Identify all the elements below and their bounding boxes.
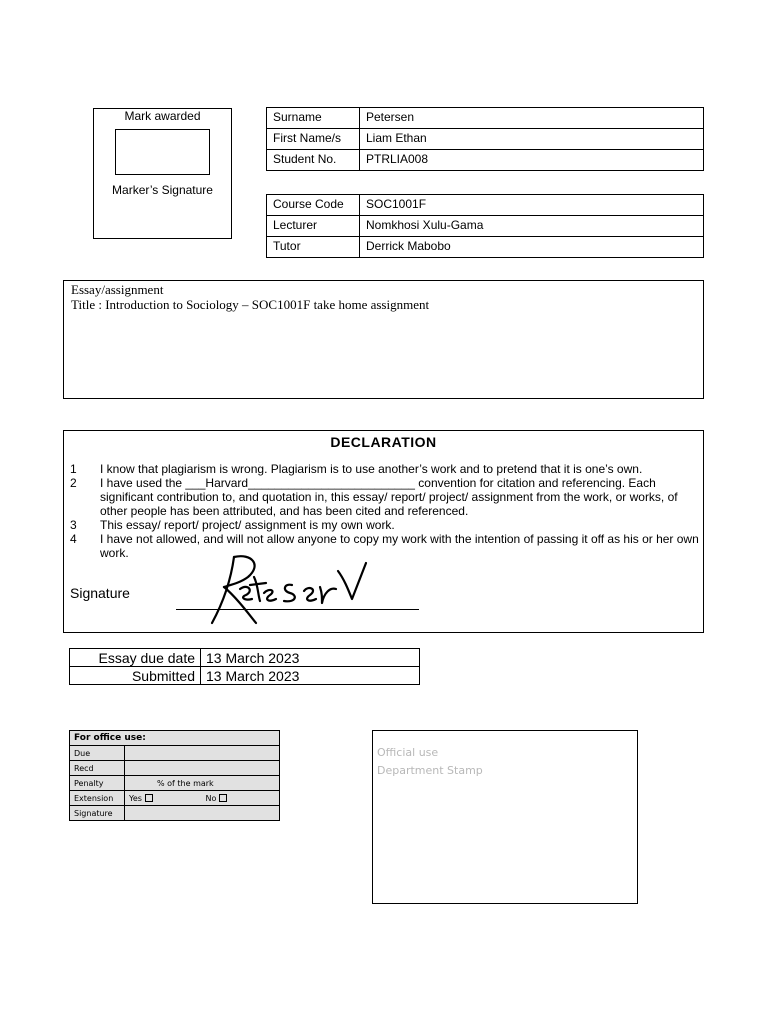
declaration-item-number: 3 [70, 518, 77, 532]
stamp-department-label: Department Stamp [377, 764, 483, 777]
tutor-label: Tutor [267, 237, 360, 258]
student-number-row [267, 150, 704, 171]
declaration-item-number: 1 [70, 462, 77, 476]
declaration-item-text: I know that plagiarism is wrong. Plagiarism is to use another’s work and to pretend that it is one’s own. [100, 462, 643, 476]
office-penalty-label: Penalty [70, 776, 125, 791]
office-recd-field[interactable] [125, 761, 280, 776]
office-recd-row [70, 761, 280, 776]
course-info-table [266, 194, 704, 258]
student-number-label: Student No. [267, 150, 360, 171]
office-extension-row [70, 791, 280, 806]
student-number-value: PTRLIA008 [360, 150, 704, 171]
lecturer-label: Lecturer [267, 216, 360, 237]
office-use-table [69, 730, 280, 821]
surname-value: Petersen [360, 108, 704, 129]
office-signature-field[interactable] [125, 806, 280, 821]
lecturer-value: Nomkhosi Xulu-Gama [360, 216, 704, 237]
office-signature-label: Signature [70, 806, 125, 821]
signature-label: Signature [70, 585, 130, 601]
extension-yes-checkbox[interactable] [145, 794, 153, 802]
first-name-label: First Name/s [267, 129, 360, 150]
mark-awarded-label: Mark awarded [124, 109, 201, 123]
office-use-heading: For office use: [70, 731, 280, 746]
student-info-table [266, 107, 704, 171]
declaration-item-text: I have used the ___Harvard_________________________ convention for citation and referencing. Each significant contribution to, and quotation in, this essay/ report/ project/ assignment from the work, or works, of other people has been attributed, and has been cited and referenced. [100, 476, 678, 518]
course-code-value: SOC1001F [360, 195, 704, 216]
office-penalty-row [70, 776, 280, 791]
tutor-value: Derrick Mabobo [360, 237, 704, 258]
office-extension-options [125, 791, 280, 806]
first-name-row [267, 129, 704, 150]
mark-awarded-box [93, 108, 232, 239]
due-date-label: Essay due date [70, 649, 201, 667]
office-due-row [70, 746, 280, 761]
extension-no-checkbox[interactable] [219, 794, 227, 802]
extension-no-label: No [205, 793, 217, 803]
office-recd-label: Recd [70, 761, 125, 776]
surname-label: Surname [267, 108, 360, 129]
surname-row [267, 108, 704, 129]
declaration-title: DECLARATION [330, 434, 437, 450]
course-code-row [267, 195, 704, 216]
office-signature-row [70, 806, 280, 821]
office-penalty-value: % of the mark [125, 776, 280, 791]
submitted-value: 13 March 2023 [201, 667, 420, 685]
marker-signature-label: Marker’s Signature [112, 183, 213, 197]
essay-assignment-box [63, 280, 704, 399]
essay-heading: Essay/assignment [71, 282, 164, 297]
first-name-value: Liam Ethan [360, 129, 704, 150]
office-due-field[interactable] [125, 746, 280, 761]
submitted-row [70, 667, 420, 685]
due-date-value: 13 March 2023 [201, 649, 420, 667]
handwritten-signature [204, 549, 374, 629]
mark-input-box[interactable] [115, 129, 210, 175]
office-extension-label: Extension [70, 791, 125, 806]
declaration-item-number: 4 [70, 532, 77, 546]
due-date-row [70, 649, 420, 667]
essay-title: Title : Introduction to Sociology – SOC1001F take home assignment [71, 297, 430, 312]
declaration-item-text: I have not allowed, and will not allow anyone to copy my work with the intention of passing it off as his or her own work. [100, 532, 699, 560]
department-stamp-box [372, 730, 638, 904]
tutor-row [267, 237, 704, 258]
extension-yes-label: Yes [129, 793, 142, 803]
lecturer-row [267, 216, 704, 237]
course-code-label: Course Code [267, 195, 360, 216]
stamp-official-use-label: Official use [377, 746, 439, 759]
dates-table [69, 648, 420, 685]
declaration-box [63, 430, 704, 633]
office-due-label: Due [70, 746, 125, 761]
declaration-item-text: This essay/ report/ project/ assignment is my own work. [100, 518, 395, 532]
submitted-label: Submitted [70, 667, 201, 685]
declaration-item-number: 2 [70, 476, 77, 490]
